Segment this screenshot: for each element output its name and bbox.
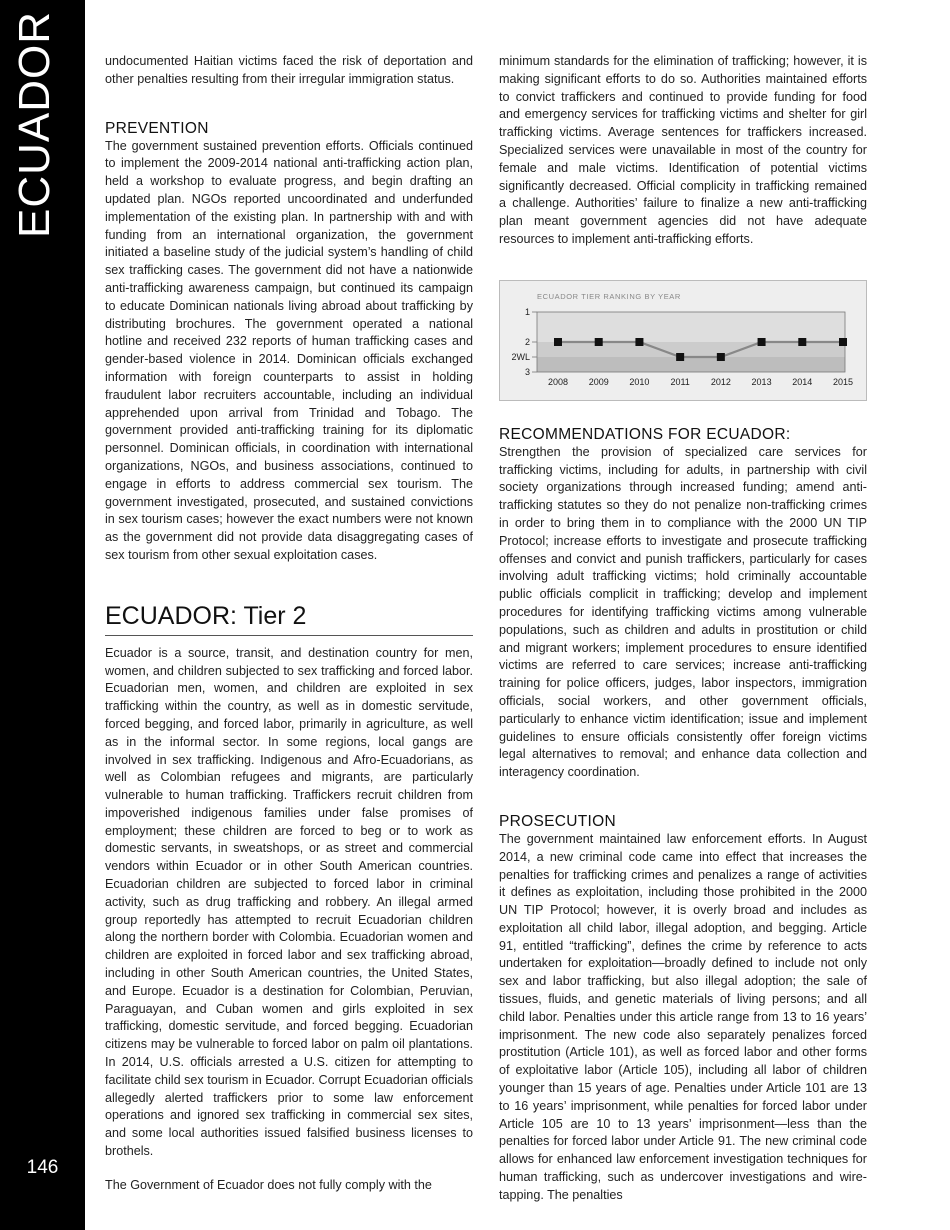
tier-ranking-chart-svg: [500, 281, 866, 400]
x-tick-label: 2008: [547, 376, 569, 387]
compliance-paragraph-start: The Government of Ecuador does not fully comply with the: [105, 1177, 432, 1192]
tier-ranking-point: [798, 338, 806, 346]
x-tick-label: 2014: [792, 376, 813, 387]
prosecution-paragraph: The government maintained law enforcement efforts. In August 2014, a new criminal code came into effect that increases the penalties for trafficking crimes and penalizes a range of activities it defines as exploitation, including those prohibited in the 2000 UN TIP Protocol; however, it is overly broad and includes as exploitation all child labor, illegal adoption, and begging. Article 91, entitled “trafficking”, defines the crime by reference to acts undertaken for exploitation—broadly defined to include not only sex and labor trafficking, but also illegal adoption; the sale of tissues, fluids, and genetic materials of living persons; and all child labor. Penalties under this article range from 13 to 16 years’ imprisonment. The new code also separately penalizes forced prostitution (Article 101), as well as forced labor and other forms of exploitative labor (Article 105), including all labor of children younger than 15 years of age. Penalties under Article 101 are 13 to 16 years’ imprisonment, while penalties for forced labor under Article 105 are 10 to 13 years’ imprisonment—less than the penalties for forced labor under Article 91. The new criminal code allows for enhanced law enforcement investigation techniques for human trafficking, such as undercover investigations and wire-tapping. The penalties: [499, 831, 867, 1202]
y-tick-label: 1: [524, 306, 530, 317]
tier-ranking-point: [595, 338, 603, 346]
tier-ranking-chart: [499, 280, 867, 401]
tier-ranking-point: [839, 338, 847, 346]
right-column: [499, 53, 867, 1205]
chart-band-tier1: [537, 312, 845, 342]
left-column: [105, 53, 473, 1195]
x-tick-label: 2011: [670, 376, 690, 387]
tier-ranking-point: [554, 338, 562, 346]
prevention-heading: PREVENTION: [105, 119, 209, 137]
tier-ranking-point: [676, 353, 684, 361]
x-tick-label: 2013: [751, 376, 772, 387]
intro-continued-paragraph: undocumented Haitian victims faced the risk of deportation and other penalties resulting from their irregular immigration status.: [105, 54, 473, 86]
compliance-paragraph-continued: minimum standards for the elimination of trafficking; however, it is making significant efforts to do so. Authorities maintained efforts to convict traffickers and continued to provide funding for food and emergency services for trafficking victims and shelter for girl trafficking victims. Average sentences for traffickers increased. Specialized services were unavailable in most of the country for female and male victims. Identification of potential victims significantly decreased. Official complicity in trafficking remained a challenge. Authorities’ failure to finalize a new anti-trafficking plan meant government agencies did not have adequate resources to implement anti-trafficking efforts.: [499, 54, 867, 246]
x-tick-label: 2009: [588, 376, 609, 387]
prosecution-heading: PROSECUTION: [499, 812, 616, 830]
ecuador-overview-paragraph: Ecuador is a source, transit, and destination country for men, women, and children subjected to sex trafficking and forced labor. Ecuadorian men, women, and children are exploited in sex trafficking within the country, as well as in domestic servitude, forced begging, and forced labor, primarily in agriculture, as well as in the informal sector. In some regions, local gangs are involved in sex trafficking. Indigenous and Afro-Ecuadorians, as well as Colombian refugees and migrants, are particularly vulnerable to human trafficking. Traffickers recruit children from impoverished indigenous families under false promises of employment; these children are forced to beg or to work as domestic servants, in sweatshops, or as street and commercial vendors within Ecuador or in other South American countries. Ecuadorian children are subjected to forced labor in criminal activity, such as drug trafficking and robbery. An illegal armed group reportedly has attempted to recruit Ecuadorian children along the northern border with Colombia. Ecuadorian women and children are exploited in forced labor and sex trafficking abroad, including in other South American countries, the United States, and Europe. Ecuador is a destination for Colombian, Peruvian, Paraguayan, and Cuban women and girls exploited in sex trafficking, domestic servitude, and forced begging. Ecuadorian citizens may be vulnerable to forced labor on palm oil plantations. In 2014, U.S. officials arrested a U.S. citizen for attempting to facilitate child sex tourism in Ecuador. Corrupt Ecuadorian officials allegedly alerted traffickers prior to some law enforcement operations and ignored sex trafficking in commercial sex sites, and some local authorities issued falsified business licenses to brothels.: [105, 645, 473, 1159]
x-tick-label: 2010: [629, 376, 650, 387]
tier-ranking-point: [717, 353, 725, 361]
x-tick-label: 2012: [710, 376, 731, 387]
y-tick-label: 2WL: [511, 351, 530, 362]
page-number: 146: [26, 1157, 59, 1178]
recommendations-paragraph: Strengthen the provision of specialized care services for trafficking victims, including for adults, in partnership with civil society organizations through increased funding; amend anti-trafficking statutes so they do not penalize non-trafficking crimes in order to bring them in to compliance with the 2000 UN TIP Protocol; increase efforts to investigate and prosecute trafficking offenses and convict and punish traffickers, particularly for cases involving adult trafficking victims; hold criminally accountable public officials complicit in trafficking; develop and implement procedures for identifying trafficking victims among vulnerable populations, such as children and adults in prostitution or child and migrant workers; implement procedures to ensure identified victims are referred to care services; increase anti-trafficking training for police officers, judges, labor inspectors, immigration officials, social workers, and other government officials, particularly to enhance victim identification; issue and implement guidelines to ensure officials consistently offer foreign victims legal alternatives to removal; and enhance data collection and interagency coordination.: [499, 444, 867, 780]
y-tick-label: 2: [524, 336, 530, 347]
chart-title: ECUADOR TIER RANKING BY YEAR: [537, 291, 681, 301]
prevention-paragraph: The government sustained prevention efforts. Officials continued to implement the 2009-2014 national anti-trafficking action plan, held a workshop to evaluate progress, and begin drafting an updated plan. NGOs reported uncoordinated and underfunded implementation of the existing plan. In partnership with and with funding from an international organization, the government initiated a baseline study of the judicial system’s handling of child sex trafficking cases. The government did not have a nationwide anti-trafficking awareness campaign, but continued its campaign to educate Dominican nationals living abroad about trafficking by distributing brochures. The government operated a national hotline and received 232 reports of human trafficking cases and gender-based violence in 2014. Dominican officials exchanged information with foreign counterparts to assist in holding fraudulent labor recruiters accountable, including an individual apprehended upon arrival from Trinidad and Tobago. The government provided anti-trafficking training for its diplomatic personnel. Dominican officials, in coordination with international organizations, NGOs, and business associations, continued to engage in efforts to address commercial sex tourism. The government investigated, prosecuted, and sustained convictions in sex tourism cases; however the exact numbers were not known as the government did not provide data disaggregating cases of sex tourism from other sexual exploitation cases.: [105, 138, 473, 562]
y-tick-label: 3: [524, 366, 530, 377]
sidebar: [0, 0, 85, 1230]
tier-ranking-point: [758, 338, 766, 346]
tier-title: ECUADOR: Tier 2: [105, 602, 473, 636]
country-sidebar-title: ECUADOR: [10, 10, 59, 238]
chart-band-tier3: [537, 357, 845, 372]
x-tick-label: 2015: [832, 376, 854, 387]
recommendations-heading: RECOMMENDATIONS FOR ECUADOR:: [499, 425, 791, 443]
tier-ranking-point: [635, 338, 643, 346]
